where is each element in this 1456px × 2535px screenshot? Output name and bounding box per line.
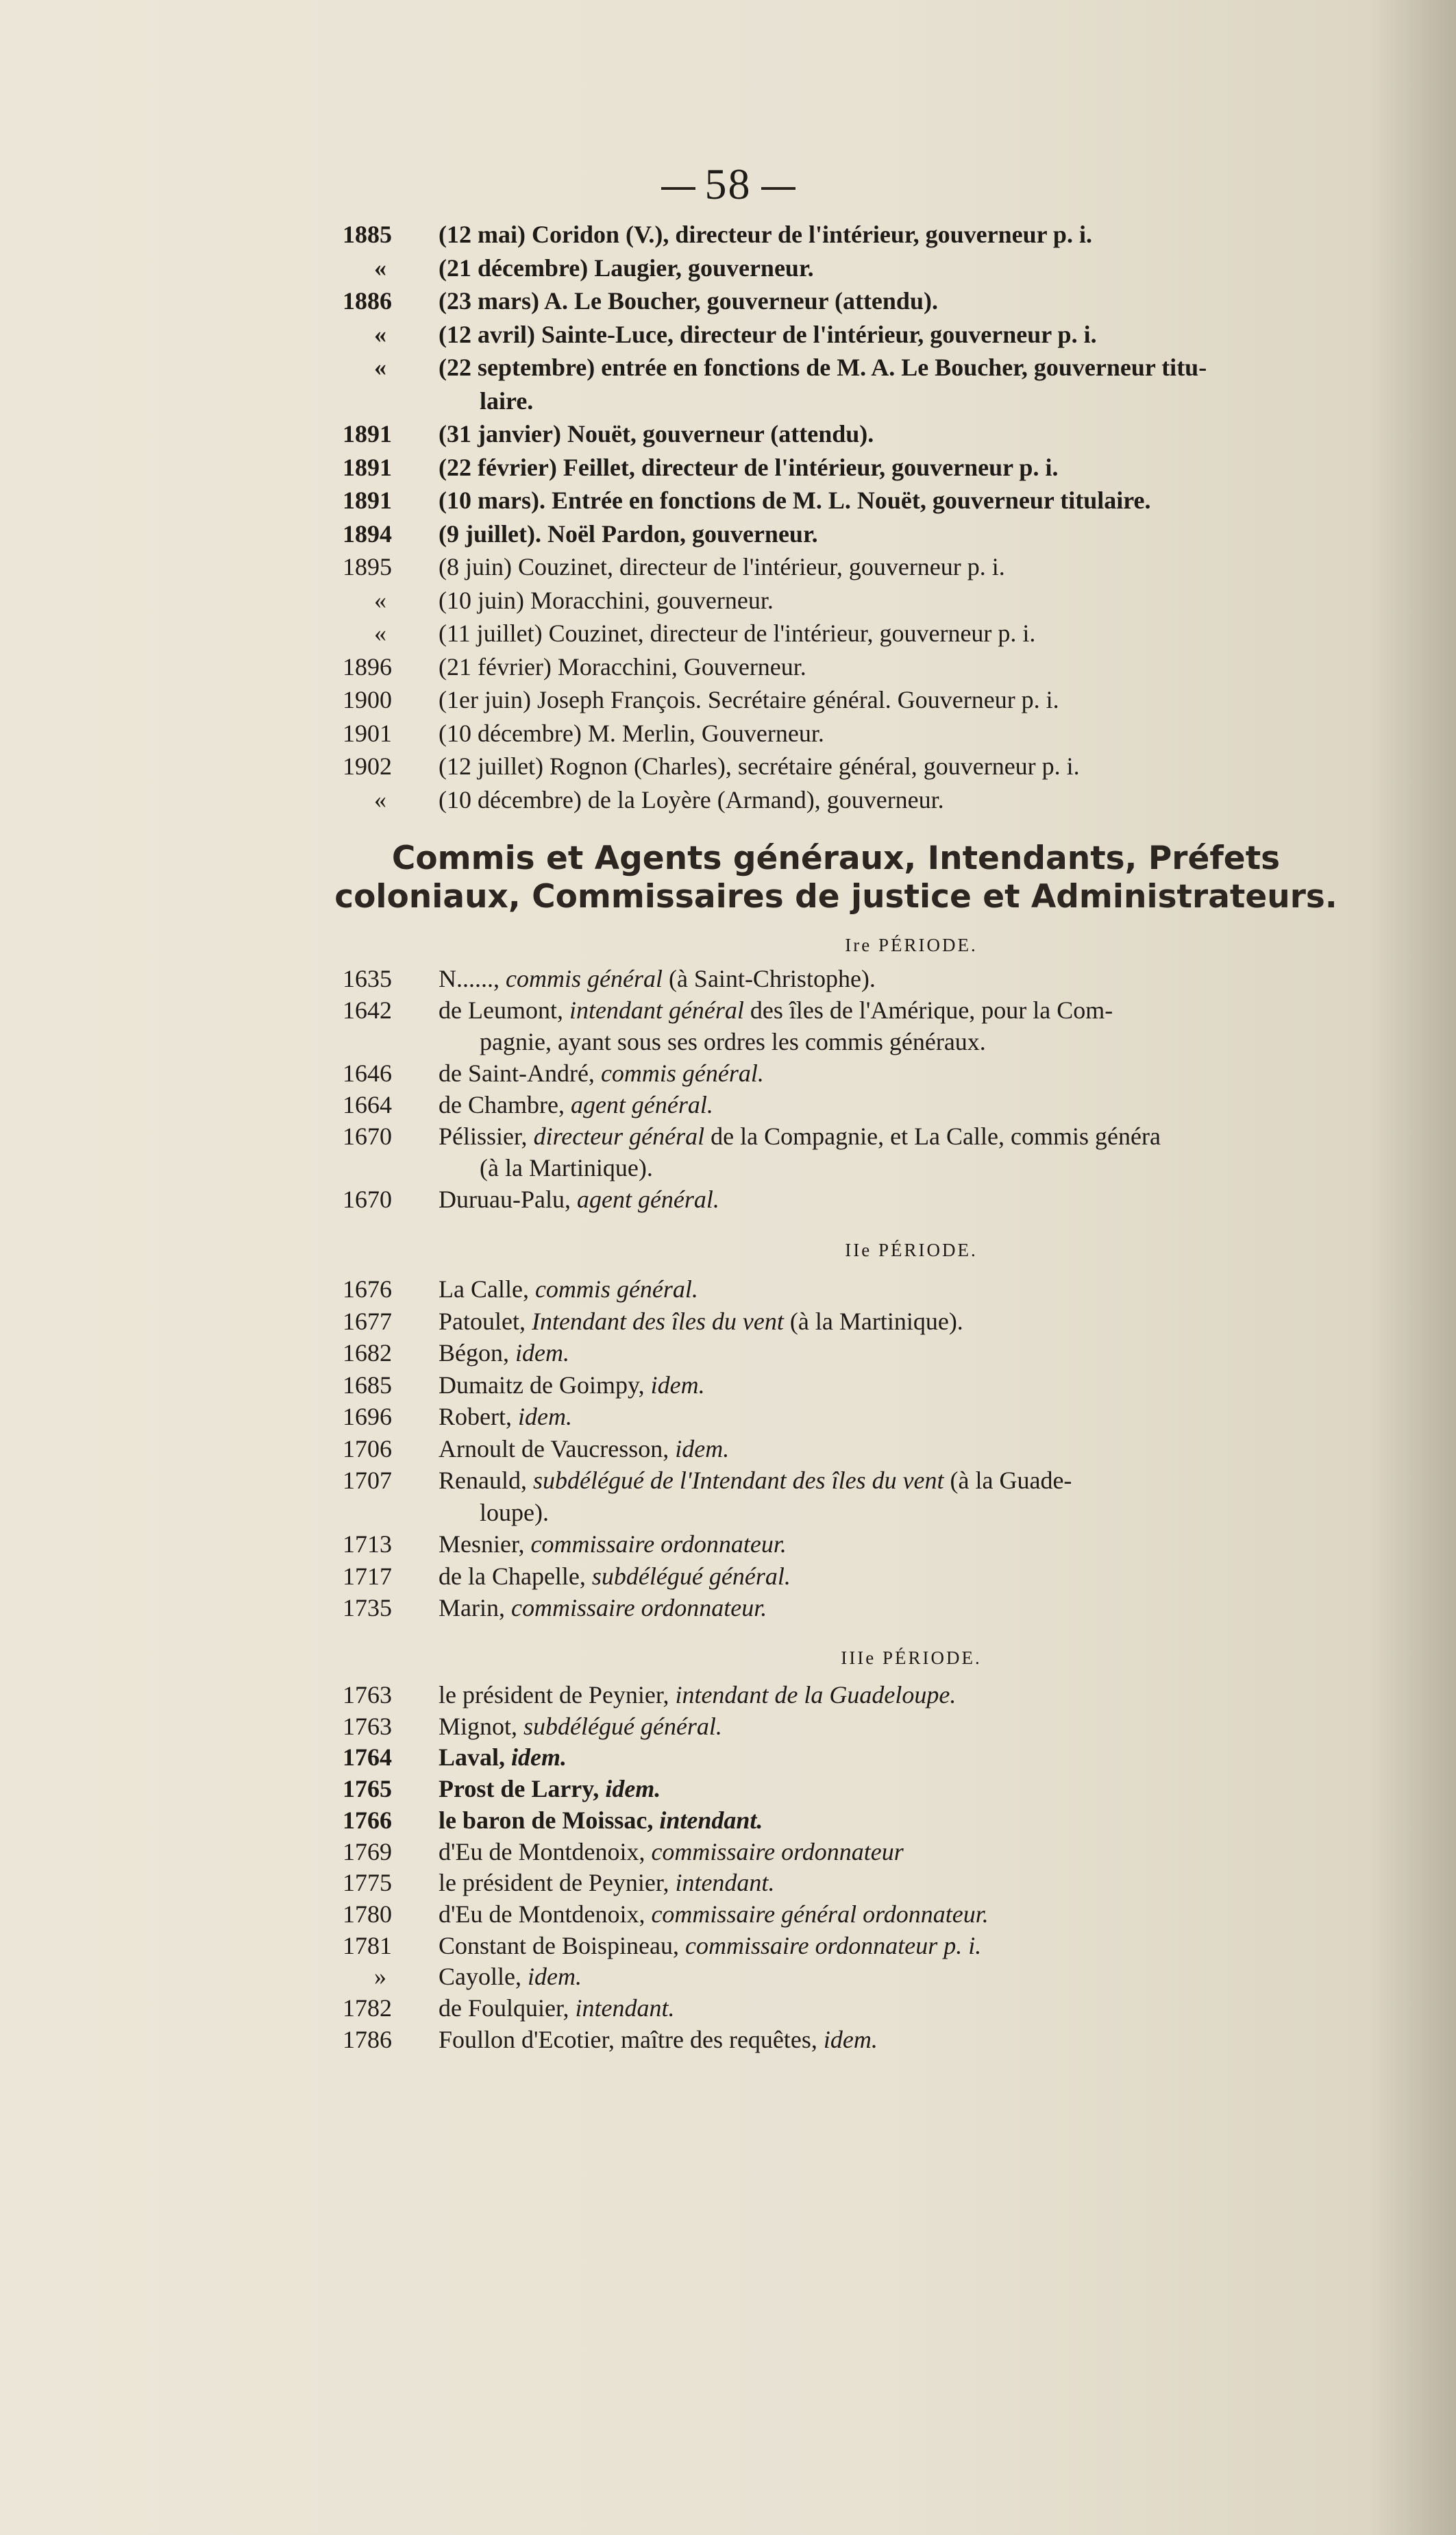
year: 1891 (343, 487, 392, 514)
list-item (343, 252, 1357, 285)
year: 1781 (343, 1931, 392, 1959)
entry-name: Pélissier, (439, 1123, 528, 1150)
entry-role: commissaire ordonnateur (651, 1837, 904, 1865)
year: 1717 (343, 1562, 392, 1590)
entry-name: de Leumont, (439, 996, 563, 1024)
list-item-continuation (343, 1026, 1357, 1057)
list-item (343, 1680, 1357, 1711)
year: 1763 (343, 1712, 392, 1740)
year: 1682 (343, 1339, 392, 1367)
list-item (343, 1465, 1357, 1497)
list-item (343, 1306, 1357, 1338)
list-item (343, 417, 1357, 451)
year: « (374, 354, 386, 381)
list-item (343, 218, 1357, 252)
list-item-continuation (343, 1497, 1357, 1529)
entry-role: subdélégué général. (591, 1562, 791, 1590)
list-item (343, 1837, 1357, 1868)
entry-role: agent général. (576, 1186, 719, 1213)
entry-role: commis général. (534, 1275, 698, 1303)
year: 1670 (343, 1186, 392, 1213)
year: 1677 (343, 1307, 392, 1335)
entry-role: Intendant des îles du vent (531, 1307, 784, 1335)
entry-name: de Chambre, (439, 1091, 565, 1118)
list-item (343, 717, 1357, 750)
entry-name: Arnoult de Vaucresson, (439, 1434, 669, 1462)
entry-name: Bégon, (439, 1339, 509, 1367)
list-item (343, 963, 1357, 994)
year: 1706 (343, 1434, 392, 1462)
entry-role: commissaire ordonnateur. (530, 1530, 787, 1558)
year: 1676 (343, 1275, 392, 1303)
list-item (343, 1742, 1357, 1774)
year: 1735 (343, 1594, 392, 1621)
entry-role: idem. (823, 2025, 878, 2053)
period-heading-block (343, 1638, 1357, 1678)
entry-name: Patoulet, (439, 1307, 526, 1335)
year: 1685 (343, 1371, 392, 1399)
year: 1902 (343, 752, 392, 780)
period-3-list (343, 1680, 1357, 2055)
entry-text: (10 décembre) de la Loyère (Armand), gouverneur. (439, 785, 944, 813)
entry-role: subdélégué général. (523, 1712, 722, 1740)
year: 1764 (343, 1743, 392, 1772)
list-item (343, 1961, 1357, 1993)
period-heading-block (343, 1230, 1357, 1270)
entry-name: Dumaitz de Goimpy, (439, 1371, 645, 1399)
year: 1894 (343, 519, 392, 548)
entry-name: de la Chapelle, (439, 1562, 586, 1590)
period-heading: IIe PÉRIODE. (845, 1240, 978, 1260)
year: 1635 (343, 965, 392, 992)
list-item (343, 2024, 1357, 2056)
entry-name: Robert, (439, 1403, 512, 1430)
year: « (374, 620, 386, 647)
list-item (343, 1401, 1357, 1433)
entry-rest: des îles de l'Amérique, pour la Com- (750, 996, 1113, 1024)
entry-text: (1er juin) Joseph François. Secrétaire général. Gouverneur p. i. (439, 686, 1059, 713)
entry-name: Renauld, (439, 1467, 527, 1494)
list-item-continuation (343, 1152, 1357, 1184)
section-title-line: coloniaux, Commissaires de justice et Administrateurs. (334, 878, 1337, 916)
entry-text: (11 juillet) Couzinet, directeur de l'intérieur, gouverneur p. i. (439, 620, 1036, 647)
entry-role: commissaire ordonnateur p. i. (684, 1931, 982, 1959)
year: 1696 (343, 1403, 392, 1430)
year: « (374, 586, 386, 614)
entry-name: Duruau-Palu, (439, 1186, 571, 1213)
list-item (343, 1867, 1357, 1899)
entry-name: de Saint-André, (439, 1060, 595, 1087)
entry-name: Prost de Larry, (439, 1775, 600, 1803)
year: « (374, 254, 386, 282)
entry-rest: (à la Guade- (950, 1467, 1072, 1494)
list-item-continuation (343, 384, 1357, 418)
entry-role: intendant. (575, 1994, 675, 2022)
year: « (374, 785, 386, 813)
list-item (343, 1899, 1357, 1931)
year: 1765 (343, 1775, 392, 1803)
entry-text: (21 février) Moracchini, Gouverneur. (439, 652, 806, 681)
list-item (343, 650, 1357, 684)
year: 1775 (343, 1869, 392, 1897)
entry-role: commis général (506, 965, 663, 992)
entry-text: (12 mai) Coridon (V.), directeur de l'intérieur, gouverneur p. i. (439, 221, 1092, 248)
list-item (343, 1369, 1357, 1401)
year: 1707 (343, 1467, 392, 1494)
entry-text: (12 avril) Sainte-Luce, directeur de l'intérieur, gouverneur p. i. (439, 320, 1097, 348)
year: 1642 (343, 996, 392, 1024)
entry-role: intendant. (659, 1806, 763, 1834)
list-item (343, 284, 1357, 318)
list-item (343, 1273, 1357, 1306)
entry-text: (22 septembre) entrée en fonctions de M. A. Le Boucher, gouverneur titu- (439, 354, 1207, 381)
list-item (343, 1120, 1357, 1152)
list-item (343, 617, 1357, 650)
period-heading-block (343, 925, 1357, 965)
entry-role: idem. (515, 1339, 569, 1367)
entry-role: commissaire ordonnateur. (510, 1594, 767, 1621)
year: 1891 (343, 453, 392, 481)
list-item (343, 783, 1357, 817)
year: 1646 (343, 1060, 392, 1087)
entry-text: (10 mars). Entrée en fonctions de M. L. Nouët, gouverneur titulaire. (439, 487, 1151, 514)
entry-role: subdélégué de l'Intendant des îles du vent (532, 1467, 944, 1494)
entry-role: intendant de la Guadeloupe. (675, 1681, 957, 1709)
entry-rest: (à la Martinique). (789, 1307, 963, 1335)
list-item (343, 351, 1357, 384)
entry-name: d'Eu de Montdenoix, (439, 1900, 645, 1928)
entry-name: d'Eu de Montdenoix, (439, 1837, 645, 1865)
list-item (343, 517, 1357, 551)
entry-role: commis général. (600, 1060, 764, 1087)
entry-name: Foullon d'Ecotier, maître des requêtes, (439, 2025, 817, 2053)
entry-name: Cayolle, (439, 1963, 521, 1991)
entry-text: (10 décembre) M. Merlin, Gouverneur. (439, 719, 824, 747)
list-item (343, 1528, 1357, 1560)
entry-role: idem. (517, 1403, 572, 1430)
list-item (343, 1057, 1357, 1089)
list-item (343, 994, 1357, 1026)
governors-list (343, 218, 1357, 816)
year: 1901 (343, 719, 392, 747)
year: 1895 (343, 553, 392, 580)
year: 1780 (343, 1900, 392, 1928)
entry-text: pagnie, ayant sous ses ordres les commis généraux. (480, 1028, 986, 1055)
period-heading: Ire PÉRIODE. (845, 935, 978, 955)
period-2-list (343, 1273, 1357, 1624)
year: 1900 (343, 686, 392, 713)
entry-role: idem. (675, 1434, 730, 1462)
list-item (343, 1931, 1357, 1962)
year: 1670 (343, 1123, 392, 1150)
section-title (301, 840, 1370, 916)
list-item (343, 1774, 1357, 1805)
entry-name: de Foulquier, (439, 1994, 569, 2022)
list-item (343, 1184, 1357, 1215)
entry-text: (22 février) Feillet, directeur de l'intérieur, gouverneur p. i. (439, 453, 1059, 481)
entry-text: (21 décembre) Laugier, gouverneur. (439, 254, 814, 282)
entry-text: (31 janvier) Nouët, gouverneur (attendu). (439, 420, 874, 448)
entry-name: Laval, (439, 1743, 506, 1772)
entry-text: loupe). (480, 1498, 549, 1526)
entry-name: Mesnier, (439, 1530, 525, 1558)
entry-text: (10 juin) Moracchini, gouverneur. (439, 586, 774, 614)
year: 1763 (343, 1681, 392, 1709)
year: 1885 (343, 221, 392, 248)
list-item (343, 1560, 1357, 1593)
period-1-list (343, 963, 1357, 1215)
year: 1766 (343, 1806, 392, 1834)
entry-role: directeur général (533, 1123, 705, 1150)
list-item (343, 550, 1357, 584)
entry-role: idem. (527, 1963, 582, 1991)
entry-role: commissaire général ordonnateur. (651, 1900, 989, 1928)
year: » (374, 1963, 386, 1991)
entry-role: idem. (650, 1371, 705, 1399)
period-heading: IIIe PÉRIODE. (841, 1648, 982, 1668)
list-item (343, 1089, 1357, 1120)
entry-name: Mignot, (439, 1712, 518, 1740)
entry-text: (8 juin) Couzinet, directeur de l'intérieur, gouverneur p. i. (439, 553, 1005, 580)
year: 1891 (343, 420, 392, 448)
year: 1896 (343, 652, 392, 681)
year: 1664 (343, 1091, 392, 1118)
entry-name: Marin, (439, 1594, 505, 1621)
entry-text: (12 juillet) Rognon (Charles), secrétaire général, gouverneur p. i. (439, 752, 1080, 780)
year: 1886 (343, 287, 392, 315)
year: « (374, 320, 386, 348)
entry-rest: de la Compagnie, et La Calle, commis généra (711, 1123, 1161, 1150)
entry-rest: (à Saint-Christophe). (668, 965, 876, 992)
year: 1769 (343, 1837, 392, 1865)
section-title-line: Commis et Agents généraux, Intendants, Préfets (391, 840, 1281, 877)
entry-name: le président de Peynier, (439, 1869, 669, 1897)
entry-role: intendant général (569, 996, 744, 1024)
list-item (343, 451, 1357, 485)
list-item (343, 1711, 1357, 1743)
entry-name: La Calle, (439, 1275, 529, 1303)
entry-name: N......, (439, 965, 499, 992)
year: 1713 (343, 1530, 392, 1558)
entry-role: intendant. (675, 1869, 775, 1897)
list-item (343, 1337, 1357, 1369)
entry-name: le président de Peynier, (439, 1681, 669, 1709)
list-item (343, 318, 1357, 352)
entry-text: (9 juillet). Noël Pardon, gouverneur. (439, 519, 818, 548)
list-item (343, 683, 1357, 717)
entry-role: idem. (511, 1743, 567, 1772)
list-item (343, 1993, 1357, 2024)
page-number: 58 (0, 159, 1456, 210)
entry-text: laire. (480, 387, 534, 415)
entry-role: agent général. (570, 1091, 713, 1118)
entry-name: Constant de Boispineau, (439, 1931, 679, 1959)
list-item (343, 750, 1357, 783)
entry-role: idem. (605, 1775, 661, 1803)
list-item (343, 584, 1357, 617)
entry-name: le baron de Moissac, (439, 1806, 654, 1834)
list-item (343, 484, 1357, 517)
list-item (343, 1433, 1357, 1465)
entry-text: (à la Martinique). (480, 1154, 653, 1181)
list-item (343, 1805, 1357, 1837)
list-item (343, 1592, 1357, 1624)
year: 1782 (343, 1994, 392, 2022)
entry-text: (23 mars) A. Le Boucher, gouverneur (attendu). (439, 287, 938, 315)
year: 1786 (343, 2025, 392, 2053)
